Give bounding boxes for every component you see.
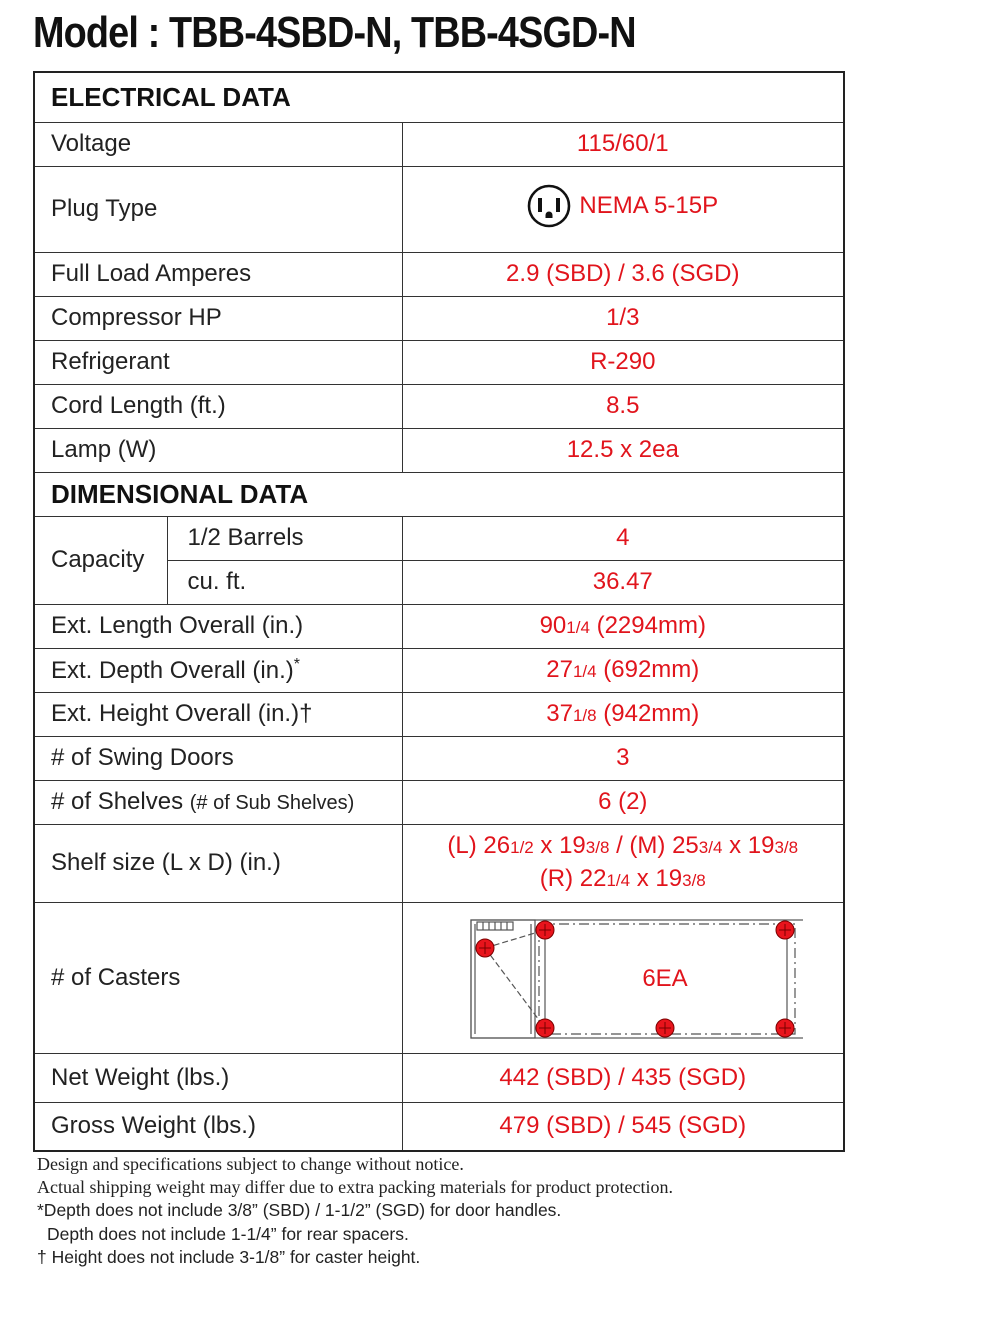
shelf-size-line-1 (403, 830, 844, 863)
swing-doors-value: 3 (402, 736, 844, 780)
casters-value: 6EA (642, 964, 688, 992)
table-row (34, 166, 844, 252)
shelf-l-length-frac: 1/2 (510, 838, 534, 857)
ext-height-value (402, 692, 844, 736)
ext-height-whole: 37 (546, 700, 573, 727)
table-row (34, 516, 844, 560)
page-title: Model : TBB-4SBD-N, TBB-4SGD-N (33, 8, 636, 57)
shelf-r-depth-frac: 3/8 (682, 871, 706, 890)
ext-depth-mm: (692mm) (603, 656, 700, 683)
cu-ft-label: cu. ft. (167, 560, 402, 604)
shelves-value: 6 (2) (402, 780, 844, 824)
caster-layout-diagram (443, 912, 803, 1044)
shelf-r-length-frac: 1/4 (606, 871, 631, 890)
note-line: *Depth does not include 3/8” (SBD) / 1-1/2” (SGD) for door handles. (37, 1200, 562, 1220)
table-row (34, 648, 844, 692)
plug-type-value-cell (402, 166, 844, 252)
cord-length-value: 8.5 (402, 384, 844, 428)
table-row (34, 692, 844, 736)
shelf-size-label: Shelf size (L x D) (in.) (34, 824, 402, 902)
electrical-heading-row (34, 72, 844, 122)
shelf-l-depth-frac: 3/8 (585, 838, 610, 857)
ext-depth-label-cell (34, 648, 402, 692)
ext-depth-frac: 1/4 (572, 662, 597, 681)
ext-length-mm: (2294mm) (596, 612, 706, 639)
capacity-label: Capacity (34, 516, 167, 604)
sub-shelves-label: (# of Sub Shelves) (189, 792, 355, 814)
ext-height-label: Ext. Height Overall (in.) (51, 700, 300, 727)
refrigerant-label: Refrigerant (34, 340, 402, 384)
ext-length-frac: 1/4 (566, 618, 590, 637)
depth-footnote-mark: * (293, 655, 300, 673)
compressor-hp-value: 1/3 (402, 296, 844, 340)
table-row (34, 340, 844, 384)
ext-height-label-cell (34, 692, 402, 736)
table-row (34, 428, 844, 472)
shelves-label-cell (34, 780, 402, 824)
table-row (34, 780, 844, 824)
ext-depth-whole: 27 (546, 656, 573, 683)
table-row (34, 1102, 844, 1151)
ext-height-frac: 1/8 (572, 706, 597, 725)
nema-plug-icon (527, 184, 571, 228)
note-line: Design and specifications subject to change without notice. (37, 1154, 464, 1174)
ext-height-mm: (942mm) (603, 700, 700, 727)
voltage-value: 115/60/1 (402, 122, 844, 166)
shelf-l-depth: x 19 (533, 832, 586, 859)
table-row (34, 902, 844, 1053)
table-row (34, 296, 844, 340)
table-row (34, 384, 844, 428)
table-row (34, 736, 844, 780)
shelf-r-length: (R) 22 (539, 865, 607, 892)
note-line: Actual shipping weight may differ due to extra packing materials for product protection. (37, 1177, 673, 1197)
gross-weight-label: Gross Weight (lbs.) (34, 1102, 402, 1151)
net-weight-value: 442 (SBD) / 435 (SGD) (402, 1053, 844, 1102)
shelf-m-length: / (M) 25 (609, 832, 699, 859)
table-row (34, 1053, 844, 1102)
shelf-size-value (402, 824, 844, 902)
voltage-label: Voltage (34, 122, 402, 166)
shelf-m-length-frac: 3/4 (698, 838, 723, 857)
ext-length-value (402, 604, 844, 648)
dimensional-heading-row (34, 472, 844, 516)
note-line: † Height does not include 3-1/8” for caster height. (37, 1247, 421, 1267)
full-load-amperes-label: Full Load Amperes (34, 252, 402, 296)
table-row (34, 122, 844, 166)
shelves-label: # of Shelves (51, 788, 184, 815)
table-row (34, 252, 844, 296)
plug-type-label: Plug Type (34, 166, 402, 252)
shelf-m-depth-frac: 3/8 (774, 838, 799, 857)
shelf-l-length: (L) 26 (447, 832, 511, 859)
cu-ft-value: 36.47 (402, 560, 844, 604)
ext-length-whole: 90 (539, 612, 567, 639)
electrical-heading: ELECTRICAL DATA (34, 72, 844, 122)
height-footnote-mark: † (299, 700, 313, 727)
full-load-amperes-value: 2.9 (SBD) / 3.6 (SGD) (402, 252, 844, 296)
net-weight-label: Net Weight (lbs.) (34, 1053, 402, 1102)
compressor-hp-label: Compressor HP (34, 296, 402, 340)
plug-type-value: NEMA 5-15P (579, 191, 719, 219)
barrels-value: 4 (402, 516, 844, 560)
shelf-r-depth: x 19 (630, 865, 683, 892)
note-line: Depth does not include 1-1/4” for rear spacers. (47, 1223, 409, 1244)
shelf-size-line-2 (403, 863, 844, 896)
table-row (34, 604, 844, 648)
casters-label: # of Casters (34, 902, 402, 1053)
lamp-label: Lamp (W) (34, 428, 402, 472)
ext-length-label: Ext. Length Overall (in.) (34, 604, 402, 648)
table-row (34, 824, 844, 902)
shelf-m-depth: x 19 (722, 832, 775, 859)
spec-table (33, 71, 845, 1152)
dimensional-heading: DIMENSIONAL DATA (34, 472, 844, 516)
swing-doors-label: # of Swing Doors (34, 736, 402, 780)
gross-weight-value: 479 (SBD) / 545 (SGD) (402, 1102, 844, 1151)
refrigerant-value: R-290 (402, 340, 844, 384)
lamp-value: 12.5 x 2ea (402, 428, 844, 472)
footnotes (37, 1153, 967, 1270)
side-panel-outline (471, 920, 535, 1038)
ext-depth-value (402, 648, 844, 692)
cord-length-label: Cord Length (ft.) (34, 384, 402, 428)
ext-depth-label: Ext. Depth Overall (in.) (51, 656, 294, 684)
casters-value-cell (402, 902, 844, 1053)
barrels-label: 1/2 Barrels (167, 516, 402, 560)
